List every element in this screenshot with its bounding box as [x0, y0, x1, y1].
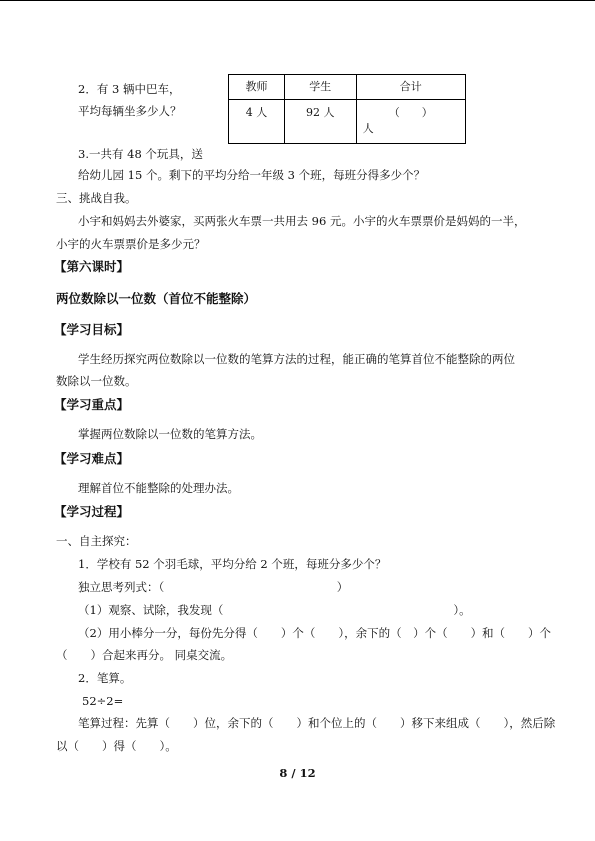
difficulty-heading: 【学习难点】: [54, 451, 130, 466]
difficulty-text: 理解首位不能整除的处理办法。: [78, 481, 239, 495]
table-header-row: [229, 75, 466, 100]
table-cell-teacher: 4 人: [229, 100, 285, 144]
goal-heading: 【学习目标】: [54, 322, 130, 337]
challenge-title: 三、挑战自我。: [56, 191, 137, 205]
observe-line: （1）观察、试除，我发现（ ）。: [78, 603, 471, 617]
question-3-line2: 给幼儿园 15 个。剩下的平均分给一年级 3 个班，每班分得多少个？: [78, 168, 426, 182]
think-formula: 独立思考列式：（ ）: [78, 580, 349, 594]
lesson-title: 两位数除以一位数（首位不能整除）: [56, 291, 257, 306]
goal-line2: 数除以一位数。: [56, 374, 137, 388]
lesson-heading: 【第六课时】: [54, 259, 130, 274]
page-top-rule: [0, 0, 595, 1]
table-cell-student: 92 人: [284, 100, 356, 144]
question-2-line2: 平均每辆坐多少人？: [78, 104, 182, 118]
table-header-teacher: 教师: [229, 75, 285, 100]
page-number: 8 / 12: [279, 766, 316, 780]
table-header-total: 合计: [356, 75, 465, 100]
explore-title: 一、自主探究：: [56, 534, 137, 548]
sticks-line1: （2）用小棒分一分，每份先分得（ ）个（ ），余下的（ ）个（ ）和（ ）个: [78, 626, 552, 640]
process-heading: 【学习过程】: [54, 504, 130, 519]
table-value-row: [229, 100, 466, 144]
key-text: 掌握两位数除以一位数的笔算方法。: [78, 427, 262, 441]
written-calc-title: 2．笔算。: [78, 671, 132, 685]
challenge-line1: 小宇和妈妈去外婆家，买两张火车票一共用去 96 元。小宇的火车票票价是妈妈的一半，: [78, 214, 526, 228]
question-3-line1: 3.一共有 48 个玩具，送: [78, 147, 203, 161]
calc-process-line2: 以（ ）得（ ）。: [56, 739, 177, 753]
table-cell-total-unit: 人: [362, 122, 374, 135]
teacher-student-table: [228, 74, 466, 144]
goal-line1: 学生经历探究两位数除以一位数的笔算方法的过程，能正确的笔算首位不能整除的两位: [78, 352, 515, 366]
table-header-student: 学生: [284, 75, 356, 100]
division-expression: 52÷2=: [82, 694, 124, 708]
challenge-line2: 小宇的火车票票价是多少元？: [56, 237, 206, 251]
table-cell-total: [356, 100, 465, 144]
calc-process-line1: 笔算过程：先算（ ）位，余下的（ ）和个位上的（ ）移下来组成（ ），然后除: [78, 716, 556, 730]
problem-1: 1．学校有 52 个羽毛球，平均分给 2 个班，每班分多少个？: [78, 557, 387, 571]
key-heading: 【学习重点】: [54, 397, 130, 412]
sticks-line2: （ ）合起来再分。 同桌交流。: [56, 648, 233, 662]
question-2-line1: 2．有 3 辆中巴车，: [78, 82, 181, 96]
table-cell-total-blank: （ ）: [388, 106, 433, 119]
